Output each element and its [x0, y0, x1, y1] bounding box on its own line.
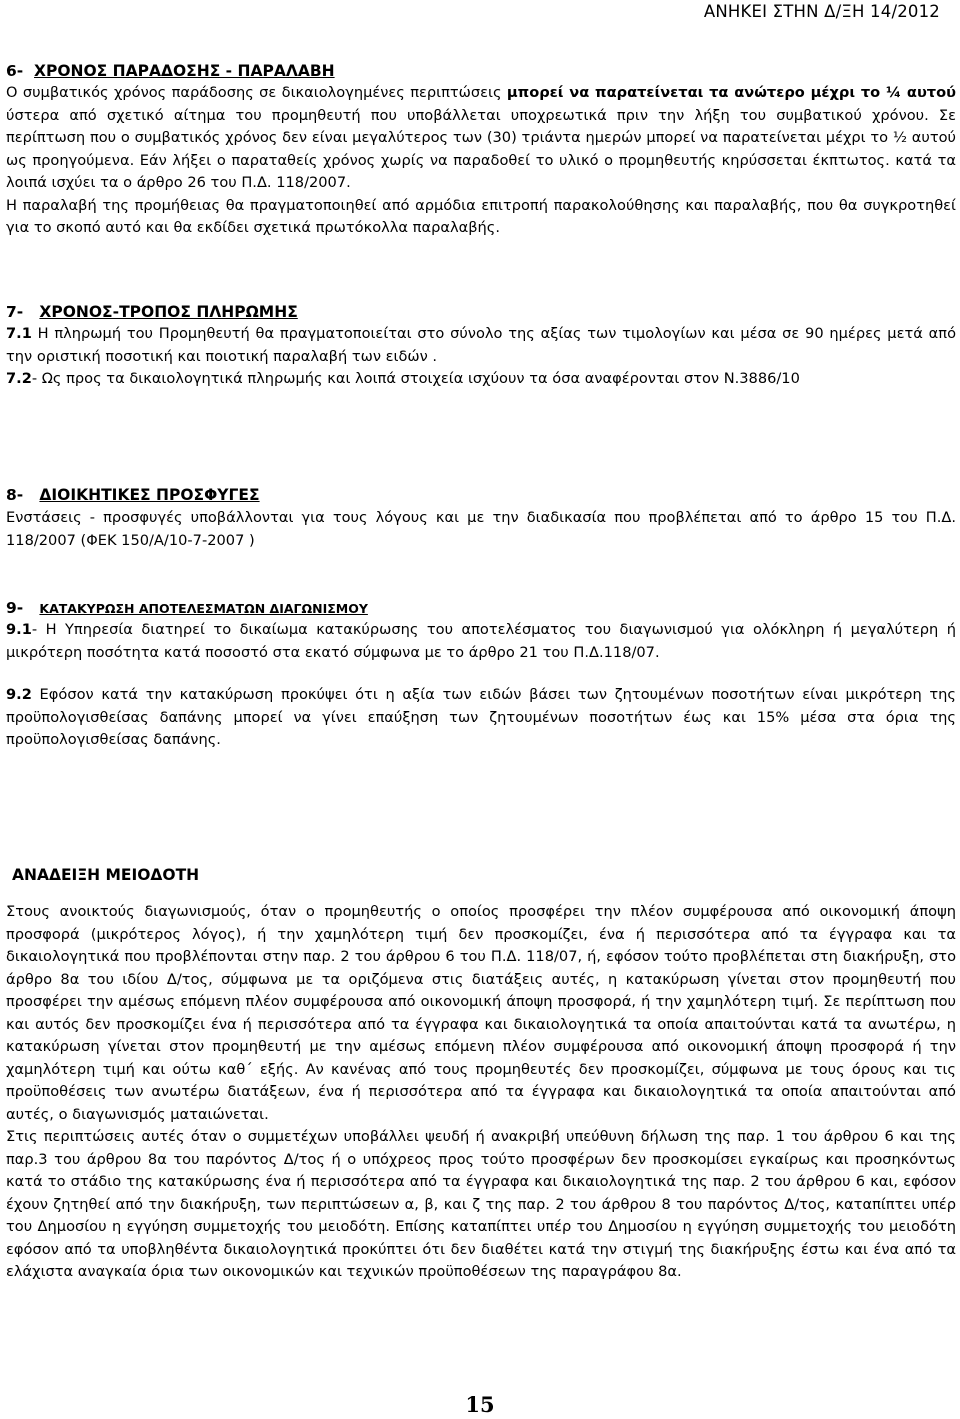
- section-9-body: [6, 619, 956, 752]
- lowest-bidder-paragraph-2: Στις περιπτώσεις αυτές όταν ο συμμετέχων υποβάλλει ψευδή ή ανακριβή υπεύθυνη δήλωση της παρ. 1 του άρθρου 6 και της παρ.3 του άρθρου 8α του παρόντος Δ/τος ή ο υπόχρεος προς τούτο προσφέρων δεν προσκομίσει εγκαίρως και προσηκόντως κατά το στάδιο της κατακύρωσης ένα ή περισσότερα από τα έγγραφα και δικαιολογητικά της παρ. 2 του άρθρου 6 και, εφόσον έχουν ζητηθεί από την διακήρυξη, των περιπτώσεων α, β, και ζ της παρ. 2 του άρθρου 8 του παρόντος Δ/τος, καταπίπτει υπέρ του Δημοσίου η εγγύηση συμμετοχής του μειοδότη. Επίσης καταπίπτει υπέρ του Δημοσίου η εγγύηση συμμετοχής του μειοδότη εφόσον από τα υποβληθέντα δικαιολογητικά προκύπτει ότι δεν διαθέτει κατά την στιγμή της διακήρυξης έστω και ένα από τα ελάχιστα αναγκαία όρια των οικονομικών και τεχνικών προϋποθέσεων της παραγράφου 8α.: [6, 1128, 956, 1280]
- lowest-bidder-heading: ΑΝΑΔΕΙΞΗ ΜΕΙΟΔΟΤΗ: [12, 866, 200, 884]
- extension-limit-text: μπορεί να παρατείνεται τα ανώτερο μέχρι το ¼ αυτού: [506, 84, 956, 101]
- section-9-heading: [6, 597, 368, 620]
- section-6-body: [6, 82, 956, 240]
- section-6-paragraph-2: Η παραλαβή της προμήθειας θα πραγματοποιηθεί από αρμόδια επιτροπή παρακολούθησης και παραλαβής, που θα συγκροτηθεί για το σκοπό αυτό και θα εκδίδει σχετικά πρωτόκολλα παραλαβής.: [6, 196, 956, 236]
- section-9-title: ΚΑΤΑΚΥΡΩΣΗ ΑΠΟΤΕΛΕΣΜΑΤΩΝ ΔΙΑΓΩΝΙΣΜΟΥ: [39, 601, 368, 616]
- section-9-paragraph-2: 9.2 Εφόσον κατά την κατακύρωση προκύψει ότι η αξία των ειδών βάσει των ζητουμένων ποσοτήτων είναι μικρότερη της προϋπολογισθείσας δαπάνης μπορεί να γίνει επαύξηση των ζητουμένων ποσοτήτων έως και 15% μέσα στα όρια της προϋπολογισθείσας δαπάνης.: [6, 686, 956, 748]
- section-8-title: ΔΙΟΙΚΗΤΙΚΕΣ ΠΡΟΣΦΥΓΕΣ: [39, 486, 260, 504]
- lowest-bidder-paragraph-1: Στους ανοικτούς διαγωνισμούς, όταν ο προμηθευτής ο οποίος προσφέρει την πλέον συμφέρουσα από οικονομική άποψη προσφορά (μικρότερος λόγος), ή την χαμηλότερη τιμή δεν προσκομίζει, ένα ή περισσότερα από τα έγγραφα και τα δικαιολογητικά που προβλέπονται στην παρ. 2 του άρθρου 6 του Π.Δ. 118/07, ή, εφόσον τούτο προβλέπεται στη διακήρυξη, στο άρθρο 8α του ιδίου Δ/τος, σύμφωνα με τα οριζόμενα στις διατάξεις αυτές, η κατακύρωση γίνεται στον προμηθευτή που προσφέρει την αμέσως επόμενη πλέον συμφέρουσα από οικονομική άποψη προσφορά, ή την χαμηλότερη τιμή. Σε περίπτωση που και αυτός δεν προσκομίζει ένα ή περισσότερα από τα έγγραφα και δικαιολογητικά τα οποία απαιτούνται κατά τα ανωτέρω, η κατακύρωση γίνεται στον προμηθευτή με την αμέσως επόμενη πλέον συμφέρουσα από οικονομική άποψη προσφορά ή την χαμηλότερη τιμή και ούτω καθ΄ εξής. Αν κανένας από τους προμηθευτές δεν προσκομίζει, σύμφωνα με τους όρους και τις προϋποθέσεις των ανωτέρω διατάξεων, ένα ή περισσότερα από τα έγγραφα και δικαιολογητικά τα οποία απαιτούνται από αυτές, ο διαγωνισμός ματαιώνεται.: [6, 903, 956, 1123]
- page-header: ΑΝΗΚΕΙ ΣΤΗΝ Δ/ΞΗ 14/2012: [703, 2, 940, 21]
- section-7-heading: [6, 301, 298, 323]
- section-6-paragraph-1: Ο συμβατικός χρόνος παράδοσης σε δικαιολογημένες περιπτώσεις μπορεί να παρατείνεται τα ανώτερο μέχρι το ¼ αυτού ύστερα από σχετικό αίτημα του προμηθευτή που υποβάλλεται υποχρεωτικά πριν την λήξη του συμβατικού χρόνου. Σε περίπτωση που ο συμβατικός χρόνος δεν είναι μεγαλύτερος των (30) τριάντα ημερών μπορεί να παρατείνεται μέχρι το ½ αυτού ως προηγούμενα. Εάν λήξει ο παραταθείς χρόνος χωρίς να παραδοθεί το υλικό ο προμηθευτής κηρύσσεται έκπτωτος. κατά τα λοιπά ισχύει τα ο άρθρο 26 του Π.Δ. 118/2007.: [6, 84, 956, 191]
- section-8-number: 8-: [6, 486, 24, 504]
- section-8-body: [6, 507, 956, 552]
- section-6-heading: [6, 60, 335, 82]
- lowest-bidder-body: [6, 901, 956, 1284]
- section-6-title: ΧΡΟΝΟΣ ΠΑΡΑΔΟΣΗΣ - ΠΑΡΑΛΑΒΗ: [34, 62, 335, 80]
- section-8-heading: [6, 484, 260, 506]
- section-7-title: ΧΡΟΝΟΣ-ΤΡΟΠΟΣ ΠΛΗΡΩΜΗΣ: [39, 303, 298, 321]
- section-9-number: 9-: [6, 599, 24, 617]
- section-9-paragraph-1: 9.1- Η Υπηρεσία διατηρεί το δικαίωμα κατακύρωσης του αποτελέσματος του διαγωνισμού για ολόκληρη ή μεγαλύτερη ή μικρότερη ποσότητα κατά ποσοστό στα εκατό σύμφωνα με το άρθρο 21 του Π.Δ.118/07.: [6, 621, 956, 661]
- section-6-number: 6-: [6, 62, 24, 80]
- section-7-body: [6, 323, 956, 391]
- section-7-number: 7-: [6, 303, 24, 321]
- page-number: 15: [465, 1392, 495, 1417]
- section-7-paragraph-2: 7.2- Ως προς τα δικαιολογητικά πληρωμής και λοιπά στοιχεία ισχύουν τα όσα αναφέρονται στον Ν.3886/10: [6, 370, 800, 387]
- section-7-paragraph-1: 7.1 Η πληρωμή του Προμηθευτή θα πραγματοποιείται στο σύνολο της αξίας των τιμολογίων και μέσα σε 90 ημέρες μετά από την οριστική ποσοτική και ποιοτική παραλαβή των ειδών .: [6, 325, 956, 365]
- section-8-paragraph-1: Ενστάσεις - προσφυγές υποβάλλονται για τους λόγους και με την διαδικασία που προβλέπεται από το άρθρο 15 του Π.Δ. 118/2007 (ΦΕΚ 150/Α/10-7-2007 ): [6, 509, 956, 549]
